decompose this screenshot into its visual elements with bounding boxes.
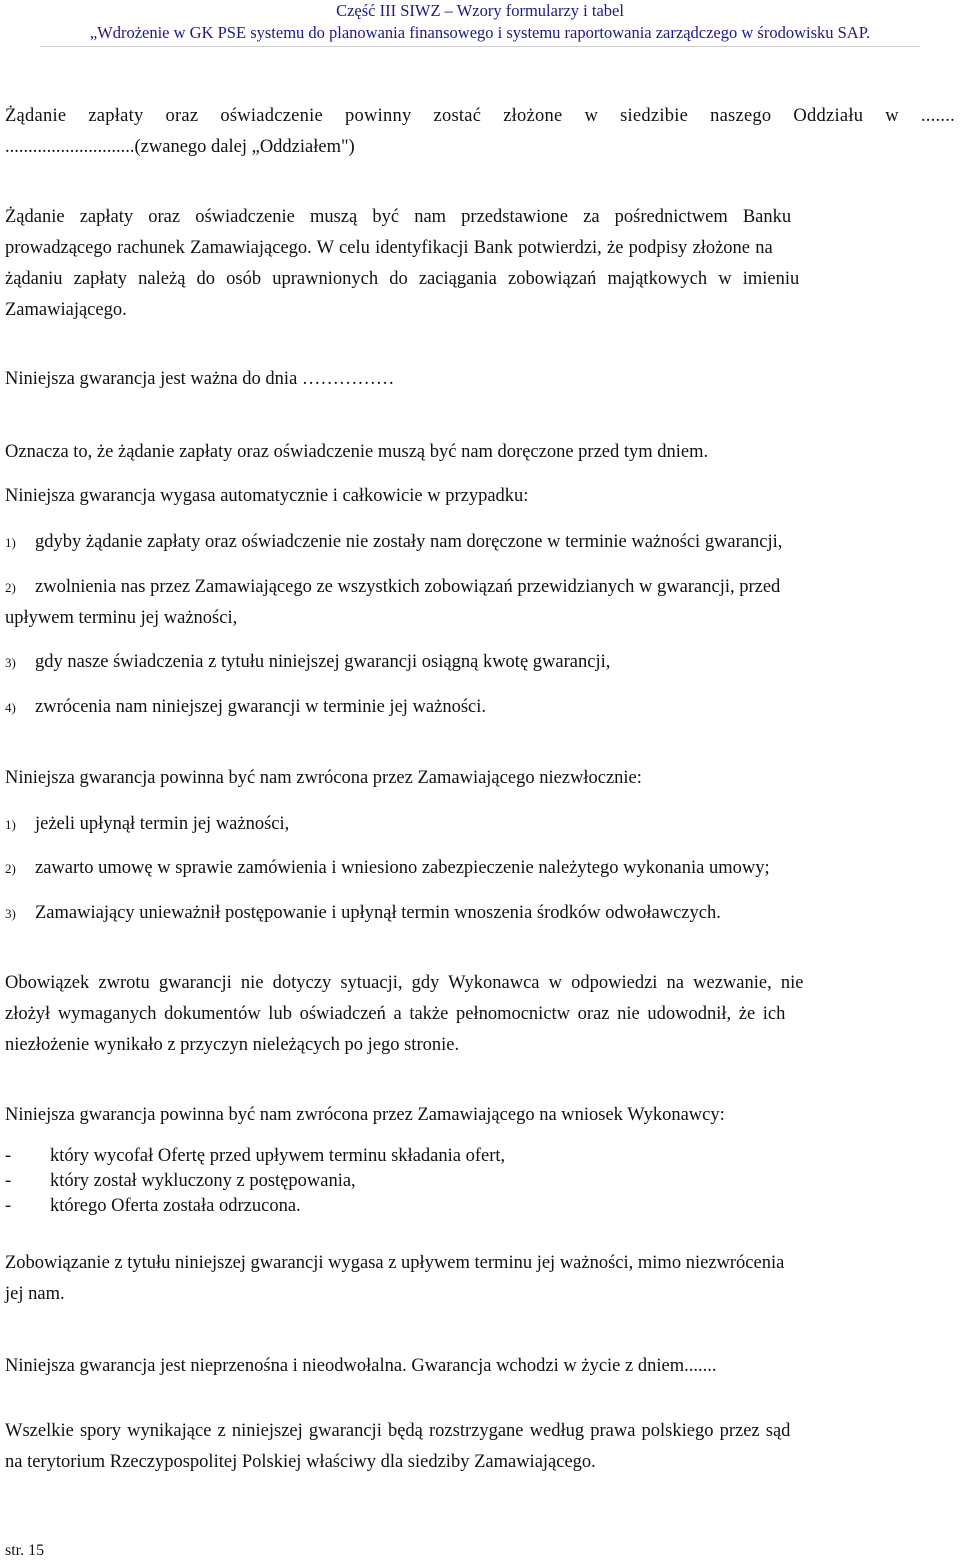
paragraph-delivery-note bbox=[5, 437, 955, 468]
list-item bbox=[5, 1194, 955, 1219]
paragraph-line: Niniejsza gwarancja wygasa automatycznie i całkowicie w przypadku: bbox=[5, 486, 529, 506]
list-number: 3) bbox=[5, 906, 16, 921]
header-title: Część III SIWZ – Wzory formularzy i tabel bbox=[336, 1, 624, 20]
list-item bbox=[5, 809, 955, 840]
paragraph-contractor-request bbox=[5, 1100, 955, 1131]
paragraph-validity-date bbox=[5, 364, 955, 395]
list-item bbox=[5, 1169, 955, 1194]
list-item-text: zwolnienia nas przez Zamawiającego ze wszystkich zobowiązań przewidzianych w gwarancji, przed bbox=[35, 577, 781, 597]
paragraph-line: na terytorium Rzeczypospolitej Polskiej właściwy dla siedziby Zamawiającego. bbox=[5, 1452, 596, 1472]
paragraph-line: prowadzącego rachunek Zamawiającego. W celu identyfikacji Bank potwierdzi, że podpisy złożone na bbox=[5, 238, 773, 258]
paragraph-jurisdiction bbox=[5, 1416, 955, 1478]
paragraph-line: żądaniu zapłaty należą do osób uprawnionych do zaciągania zobowiązań majątkowych w imieniu bbox=[5, 269, 800, 289]
paragraph-line: Zobowiązanie z tytułu niniejszej gwarancji wygasa z upływem terminu jej ważności, mimo niezwrócenia bbox=[5, 1253, 785, 1273]
list-item-text: gdy nasze świadczenia z tytułu niniejszej gwarancji osiągną kwotę gwarancji, bbox=[35, 652, 611, 672]
list-item bbox=[5, 898, 955, 929]
paragraph-line: Niniejsza gwarancja powinna być nam zwrócona przez Zamawiającego niezwłocznie: bbox=[5, 768, 642, 788]
list-item bbox=[5, 572, 955, 634]
paragraph-line: Zamawiającego. bbox=[5, 300, 127, 320]
paragraph-bank-verification bbox=[5, 202, 955, 326]
list-item-text: zawarto umowę w sprawie zamówienia i wniesiono zabezpieczenie należytego wykonania umowy; bbox=[35, 858, 770, 878]
paragraph-line: Niniejsza gwarancja powinna być nam zwrócona przez Zamawiającego na wniosek Wykonawcy: bbox=[5, 1105, 725, 1125]
list-dash: - bbox=[5, 1196, 12, 1216]
paragraph-return-exception bbox=[5, 968, 955, 1061]
paragraph-line: Żądanie zapłaty oraz oświadczenie powinny zostać złożone w siedzibie naszego Oddziału w ....... bbox=[5, 106, 955, 126]
paragraph-line: Żądanie zapłaty oraz oświadczenie muszą być nam przedstawione za pośrednictwem Banku bbox=[5, 207, 792, 227]
header-subtitle: „Wdrożenie w GK PSE systemu do planowania finansowego i systemu raportowania zarządczego w środowisku SAP. bbox=[89, 23, 871, 42]
paragraph-line: Niniejsza gwarancja jest nieprzenośna i nieodwołalna. Gwarancja wchodzi w życie z dniem....... bbox=[5, 1356, 717, 1376]
list-item-text: gdyby żądanie zapłaty oraz oświadczenie nie zostały nam doręczone w terminie ważności gwarancji, bbox=[35, 532, 783, 552]
paragraph-line: Oznacza to, że żądanie zapłaty oraz oświadczenie muszą być nam doręczone przed tym dniem. bbox=[5, 442, 709, 462]
paragraph-submission-place bbox=[5, 101, 955, 163]
list-number: 2) bbox=[5, 861, 16, 876]
paragraph-line: ............................(zwanego dalej „Oddziałem") bbox=[5, 137, 355, 157]
paragraph-line: Obowiązek zwrotu gwarancji nie dotyczy sytuacji, gdy Wykonawca w odpowiedzi na wezwanie, nie bbox=[5, 973, 804, 993]
dash-list bbox=[5, 1144, 955, 1219]
page-number: str. 15 bbox=[5, 1542, 45, 1559]
list-item-text: jeżeli upłynął termin jej ważności, bbox=[35, 814, 290, 834]
header-divider bbox=[40, 46, 920, 47]
list-number: 4) bbox=[5, 700, 16, 715]
list-item bbox=[5, 647, 955, 678]
list-item bbox=[5, 527, 955, 558]
list-item-text: który został wykluczony z postępowania, bbox=[50, 1171, 356, 1191]
list-item-text: zwrócenia nam niniejszej gwarancji w terminie jej ważności. bbox=[35, 697, 487, 717]
list-dash: - bbox=[5, 1146, 12, 1166]
paragraph-line: niezłożenie wynikało z przyczyn nieleżących po jego stronie. bbox=[5, 1035, 460, 1055]
list-number: 1) bbox=[5, 817, 16, 832]
list-item bbox=[5, 853, 955, 884]
list-dash: - bbox=[5, 1171, 12, 1191]
list-item bbox=[5, 1144, 955, 1169]
list-item-text: którego Oferta została odrzucona. bbox=[50, 1196, 301, 1216]
paragraph-irrevocable bbox=[5, 1351, 955, 1382]
paragraph-line: Wszelkie spory wynikające z niniejszej gwarancji będą rozstrzygane według prawa polskiego przez sąd bbox=[5, 1421, 791, 1441]
list-number: 2) bbox=[5, 580, 16, 595]
list-number: 1) bbox=[5, 535, 16, 550]
paragraph-line: jej nam. bbox=[5, 1284, 65, 1304]
list-number: 3) bbox=[5, 655, 16, 670]
list-item-text: upływem terminu jej ważności, bbox=[5, 608, 238, 628]
paragraph-line: złożył wymaganych dokumentów lub oświadczeń a także pełnomocnictw oraz nie udowodnił, że ich bbox=[5, 1004, 786, 1024]
paragraph-return-intro bbox=[5, 763, 955, 794]
list-item bbox=[5, 692, 955, 723]
list-item-text: Zamawiający unieważnił postępowanie i upłynął termin wnoszenia środków odwoławczych. bbox=[35, 903, 721, 923]
list-item-text: który wycofał Ofertę przed upływem terminu składania ofert, bbox=[50, 1146, 506, 1166]
paragraph-obligation-expiry bbox=[5, 1248, 955, 1310]
paragraph-line: Niniejsza gwarancja jest ważna do dnia …………… bbox=[5, 369, 395, 389]
paragraph-expiry-intro bbox=[5, 481, 955, 512]
